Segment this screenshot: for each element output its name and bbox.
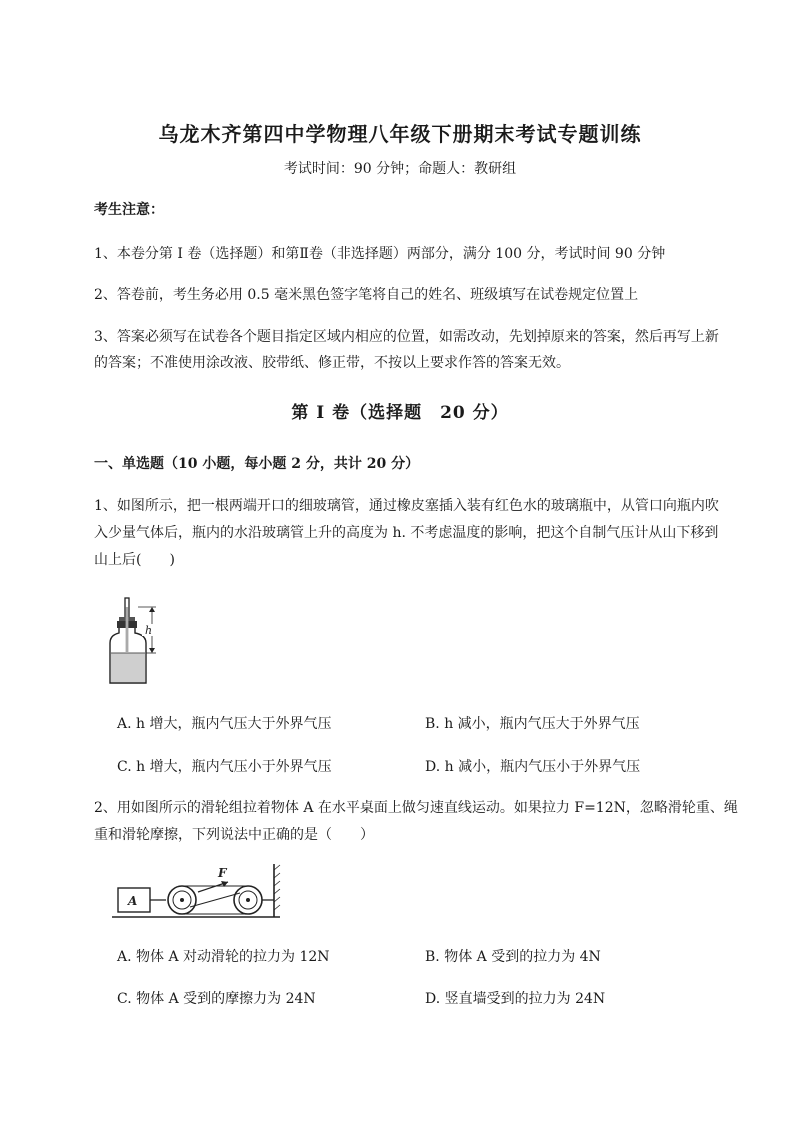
figure-force-label: F	[218, 866, 227, 880]
page-subtitle: 考试时间：90 分钟；命题人：教研组	[283, 161, 517, 177]
question-1-option-d[interactable]: D. h 减小，瓶内气压小于外界气压	[425, 759, 641, 775]
page-title: 乌龙木齐第四中学物理八年级下册期末考试专题训练	[158, 122, 642, 146]
question-2-line-1: 2、用如图所示的滑轮组拉着物体 A 在水平桌面上做匀速直线运动。如果拉力 F=12N，忽略滑轮重、绳	[94, 800, 738, 816]
question-1-line-2: 入少量气体后，瓶内的水沿玻璃管上升的高度为 h. 不考虑温度的影响，把这个自制气压计从山下移到	[94, 525, 719, 541]
question-1-line-1: 1、如图所示，把一根两端开口的细玻璃管，通过橡皮塞插入装有红色水的玻璃瓶中，从管口向瓶内吹	[94, 498, 719, 514]
question-2-option-b[interactable]: B. 物体 A 受到的拉力为 4N	[425, 949, 601, 965]
question-2-option-a[interactable]: A. 物体 A 对动滑轮的拉力为 12N	[117, 949, 330, 965]
part-heading: 一、单选题（10 小题，每小题 2 分，共计 20 分）	[94, 456, 420, 472]
notice-item-2: 2、答卷前，考生务必用 0.5 毫米黑色签字笔将自己的姓名、班级填写在试卷规定位置上	[94, 287, 639, 303]
figure-h-label: h	[145, 624, 153, 637]
question-1-option-a[interactable]: A. h 增大，瓶内气压大于外界气压	[117, 716, 332, 732]
section-title: 第 I 卷（选择题 20 分）	[291, 403, 509, 423]
figure-block-label: A	[128, 894, 138, 908]
notice-heading: 考生注意：	[94, 202, 164, 218]
question-1-option-b[interactable]: B. h 减小，瓶内气压大于外界气压	[425, 716, 640, 732]
question-1-line-3: 山上后( )	[94, 552, 175, 568]
notice-item-3: 3、答案必须写在试卷各个题目指定区域内相应的位置，如需改动，先划掉原来的答案，然后再写上新	[94, 329, 719, 345]
question-2-line-2: 重和滑轮摩擦，下列说法中正确的是（ ）	[94, 827, 374, 843]
question-2-option-d[interactable]: D. 竖直墙受到的拉力为 24N	[425, 991, 606, 1007]
notice-item-3-cont: 的答案；不准使用涂改液、胶带纸、修正带，不按以上要求作答的答案无效。	[94, 355, 570, 371]
question-1-option-c[interactable]: C. h 增大，瓶内气压小于外界气压	[117, 759, 332, 775]
pulley-figure	[110, 862, 290, 922]
barometer-figure	[100, 595, 170, 690]
notice-item-1: 1、本卷分第 I 卷（选择题）和第Ⅱ卷（非选择题）两部分，满分 100 分，考试时间 90 分钟	[94, 246, 666, 262]
question-2-option-c[interactable]: C. 物体 A 受到的摩擦力为 24N	[117, 991, 316, 1007]
